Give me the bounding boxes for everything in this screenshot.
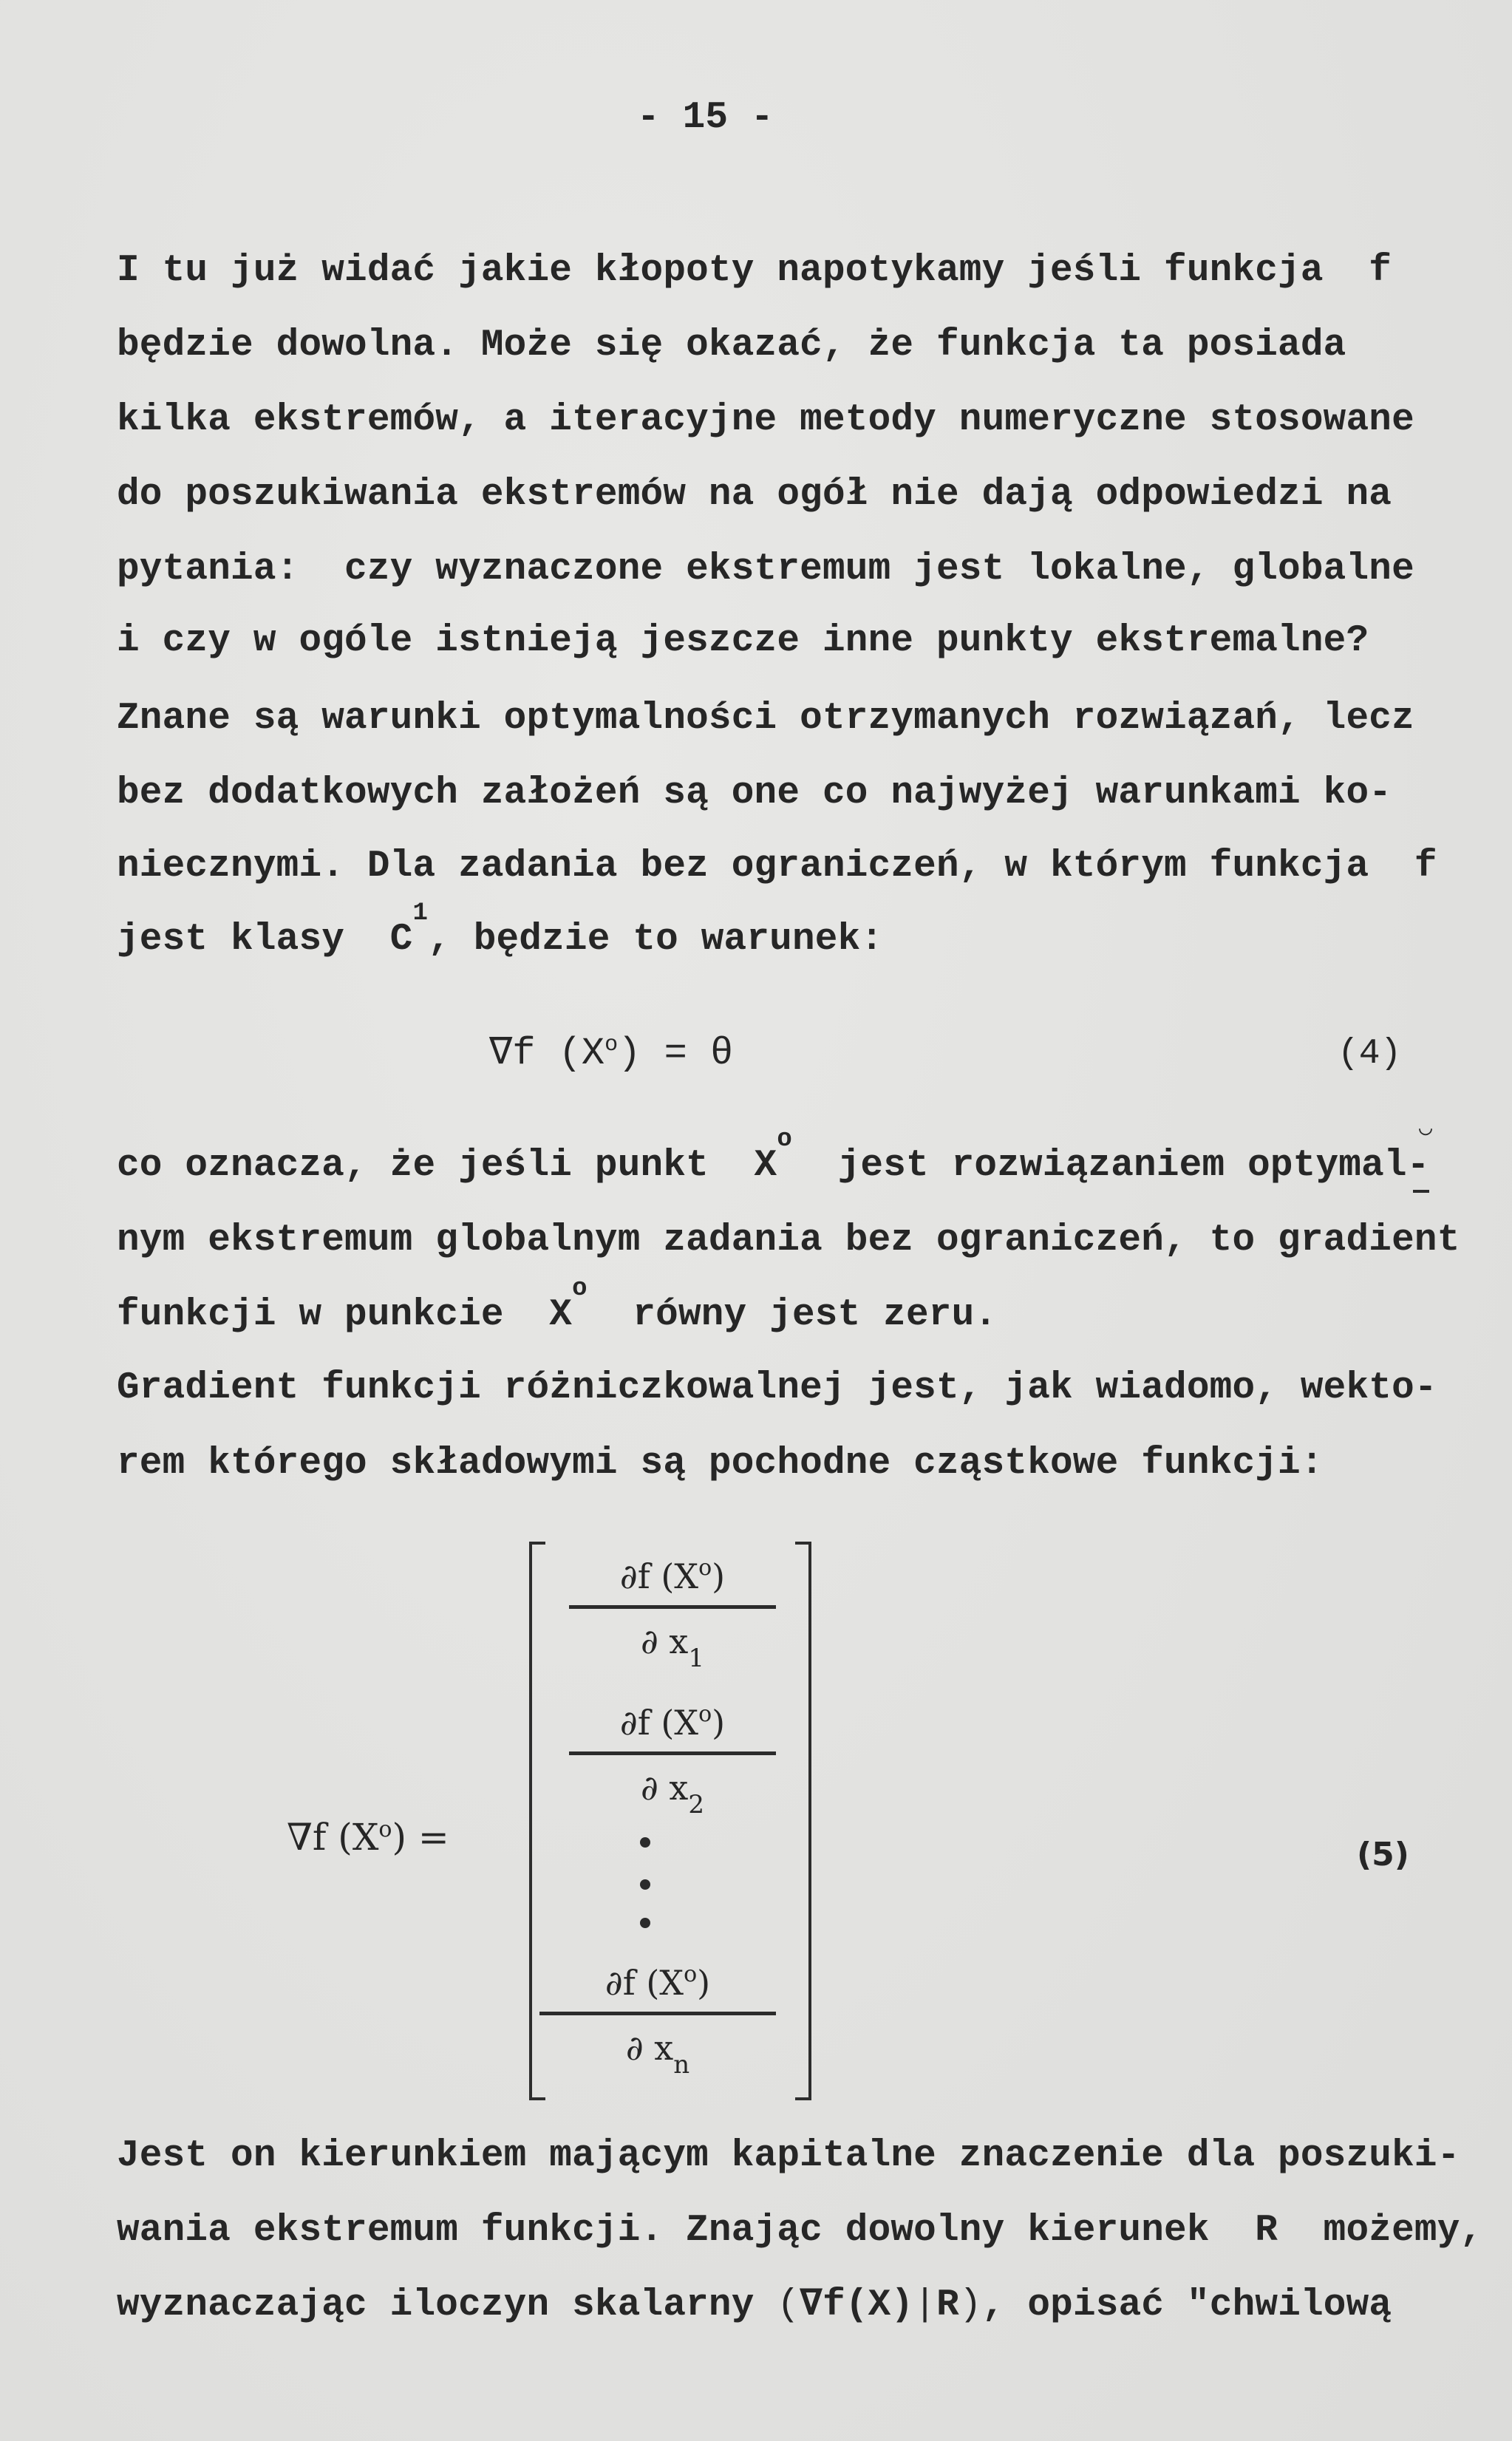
text-line: bez dodatkowych założeń są one co najwyżej warunkami ko- [117,772,1392,814]
subscript: n [673,2050,690,2080]
text-segment: co oznacza, że jeśli punkt X [117,1145,777,1187]
subscript: 2 [688,1790,704,1819]
text-segment: , opisać "chwilową [981,2284,1392,2326]
denominator-text: ∂ x [641,1768,689,1808]
text-segment: jest klasy C [117,919,413,961]
page-number: - 15 - [637,97,774,139]
numerator-text: ∂f (X [619,1703,699,1743]
text-line: kilka ekstremów, a iteracyjne metody numeryczne stosowane [117,399,1414,441]
denominator-text: ∂ x [625,2028,674,2068]
scalar-product-left: ∇f(X) [800,2284,914,2326]
fraction-denominator [569,1621,776,1673]
superscript: o [572,1275,588,1303]
fraction-denominator [539,2027,776,2080]
partial-derivative-row-2 [569,1701,776,1819]
scalar-product-open: ( [777,2284,800,2326]
numerator-end: ) [712,1556,726,1596]
vertical-ellipsis-dot [640,1918,650,1928]
text-segment: funkcji w punkcie X [117,1294,573,1336]
superscript: o [777,1126,792,1154]
text-line: pytania: czy wyznaczone ekstremum jest lokalne, globalne [117,548,1414,590]
equation-lhs-end: ) = [392,1816,449,1859]
partial-derivative-row-n [539,1961,776,2080]
text-line [117,2284,1392,2328]
text-line [117,1275,998,1338]
text-line: niecznymi. Dla zadania bez ograniczeń, w którym funkcja f [117,845,1437,888]
text-line: Gradient funkcji różniczkowalnej jest, jak wiadomo, wekto- [117,1367,1437,1409]
equation-5-lhs [287,1815,449,1865]
equation-4 [489,1032,733,1080]
text-line: wania ekstremum funkcji. Znając dowolny kierunek R możemy, [117,2210,1483,2252]
text-line: i czy w ogóle istnieją jeszcze inne punkty ekstremalne? [117,620,1369,662]
superscript: o [378,1817,392,1842]
numerator-text: ∂f (X [605,1963,684,2003]
scalar-product-separator: | [913,2284,937,2326]
equation-4-label: (4) [1338,1034,1402,1074]
text-segment: , będzie to warunek: [428,919,884,961]
fraction-bar [539,2012,776,2015]
fraction-numerator [569,1702,776,1749]
partial-derivative-row-1 [569,1555,776,1673]
stray-typewriter-mark [1413,1190,1429,1193]
text-line: Znane są warunki optymalności otrzymanych rozwiązań, lecz [117,698,1414,740]
superscript: 1 [412,899,429,927]
fraction-denominator [569,1767,776,1819]
vertical-ellipsis-dot [640,1879,650,1890]
fraction-bar [569,1751,776,1755]
numerator-text: ∂f (X [619,1556,699,1596]
vertical-ellipsis-dot [640,1837,650,1848]
superscript: o [698,1701,712,1727]
text-line: I tu już widać jakie kłopoty napotykamy jeśli funkcja f [117,250,1392,292]
text-line: do poszukiwania ekstremów na ogół nie dają odpowiedzi na [117,474,1392,516]
superscript: o [684,1961,698,1987]
text-segment: równy jest zeru. [587,1294,998,1336]
superscript: o [605,1032,619,1058]
equation-5-label: (5) [1357,1836,1409,1873]
text-segment: wyznaczając iloczyn skalarny [117,2284,777,2326]
text-line [117,1126,1430,1188]
stray-typewriter-mark: ◡ [1419,1117,1433,1142]
superscript: o [698,1555,712,1581]
text-segment: jest rozwiązaniem optymal- [791,1145,1430,1187]
denominator-text: ∂ x [641,1621,689,1661]
text-line: rem którego składowymi są pochodne cząstkowe funkcji: [117,1443,1324,1485]
text-line: będzie dowolna. Może się okazać, że funkcja ta posiada [117,324,1346,367]
fraction-bar [569,1605,776,1609]
fraction-numerator [539,1962,776,2009]
fraction-numerator [569,1556,776,1602]
equation-lhs: ∇f (X [489,1032,605,1075]
numerator-end: ) [697,1963,711,2003]
subscript: 1 [688,1644,704,1673]
equation-rhs: ) = θ [618,1032,734,1075]
text-line [117,899,884,962]
scalar-product-right: R [936,2284,959,2326]
text-line: nym ekstremum globalnym zadania bez ograniczeń, to gradient [117,1219,1460,1262]
numerator-end: ) [712,1703,726,1743]
matrix-right-bracket [795,1542,811,2100]
text-line: Jest on kierunkiem mającym kapitalne znaczenie dla poszuki- [117,2135,1460,2177]
scalar-product-close: ) [958,2284,982,2326]
equation-lhs: ∇f (X [287,1816,379,1859]
